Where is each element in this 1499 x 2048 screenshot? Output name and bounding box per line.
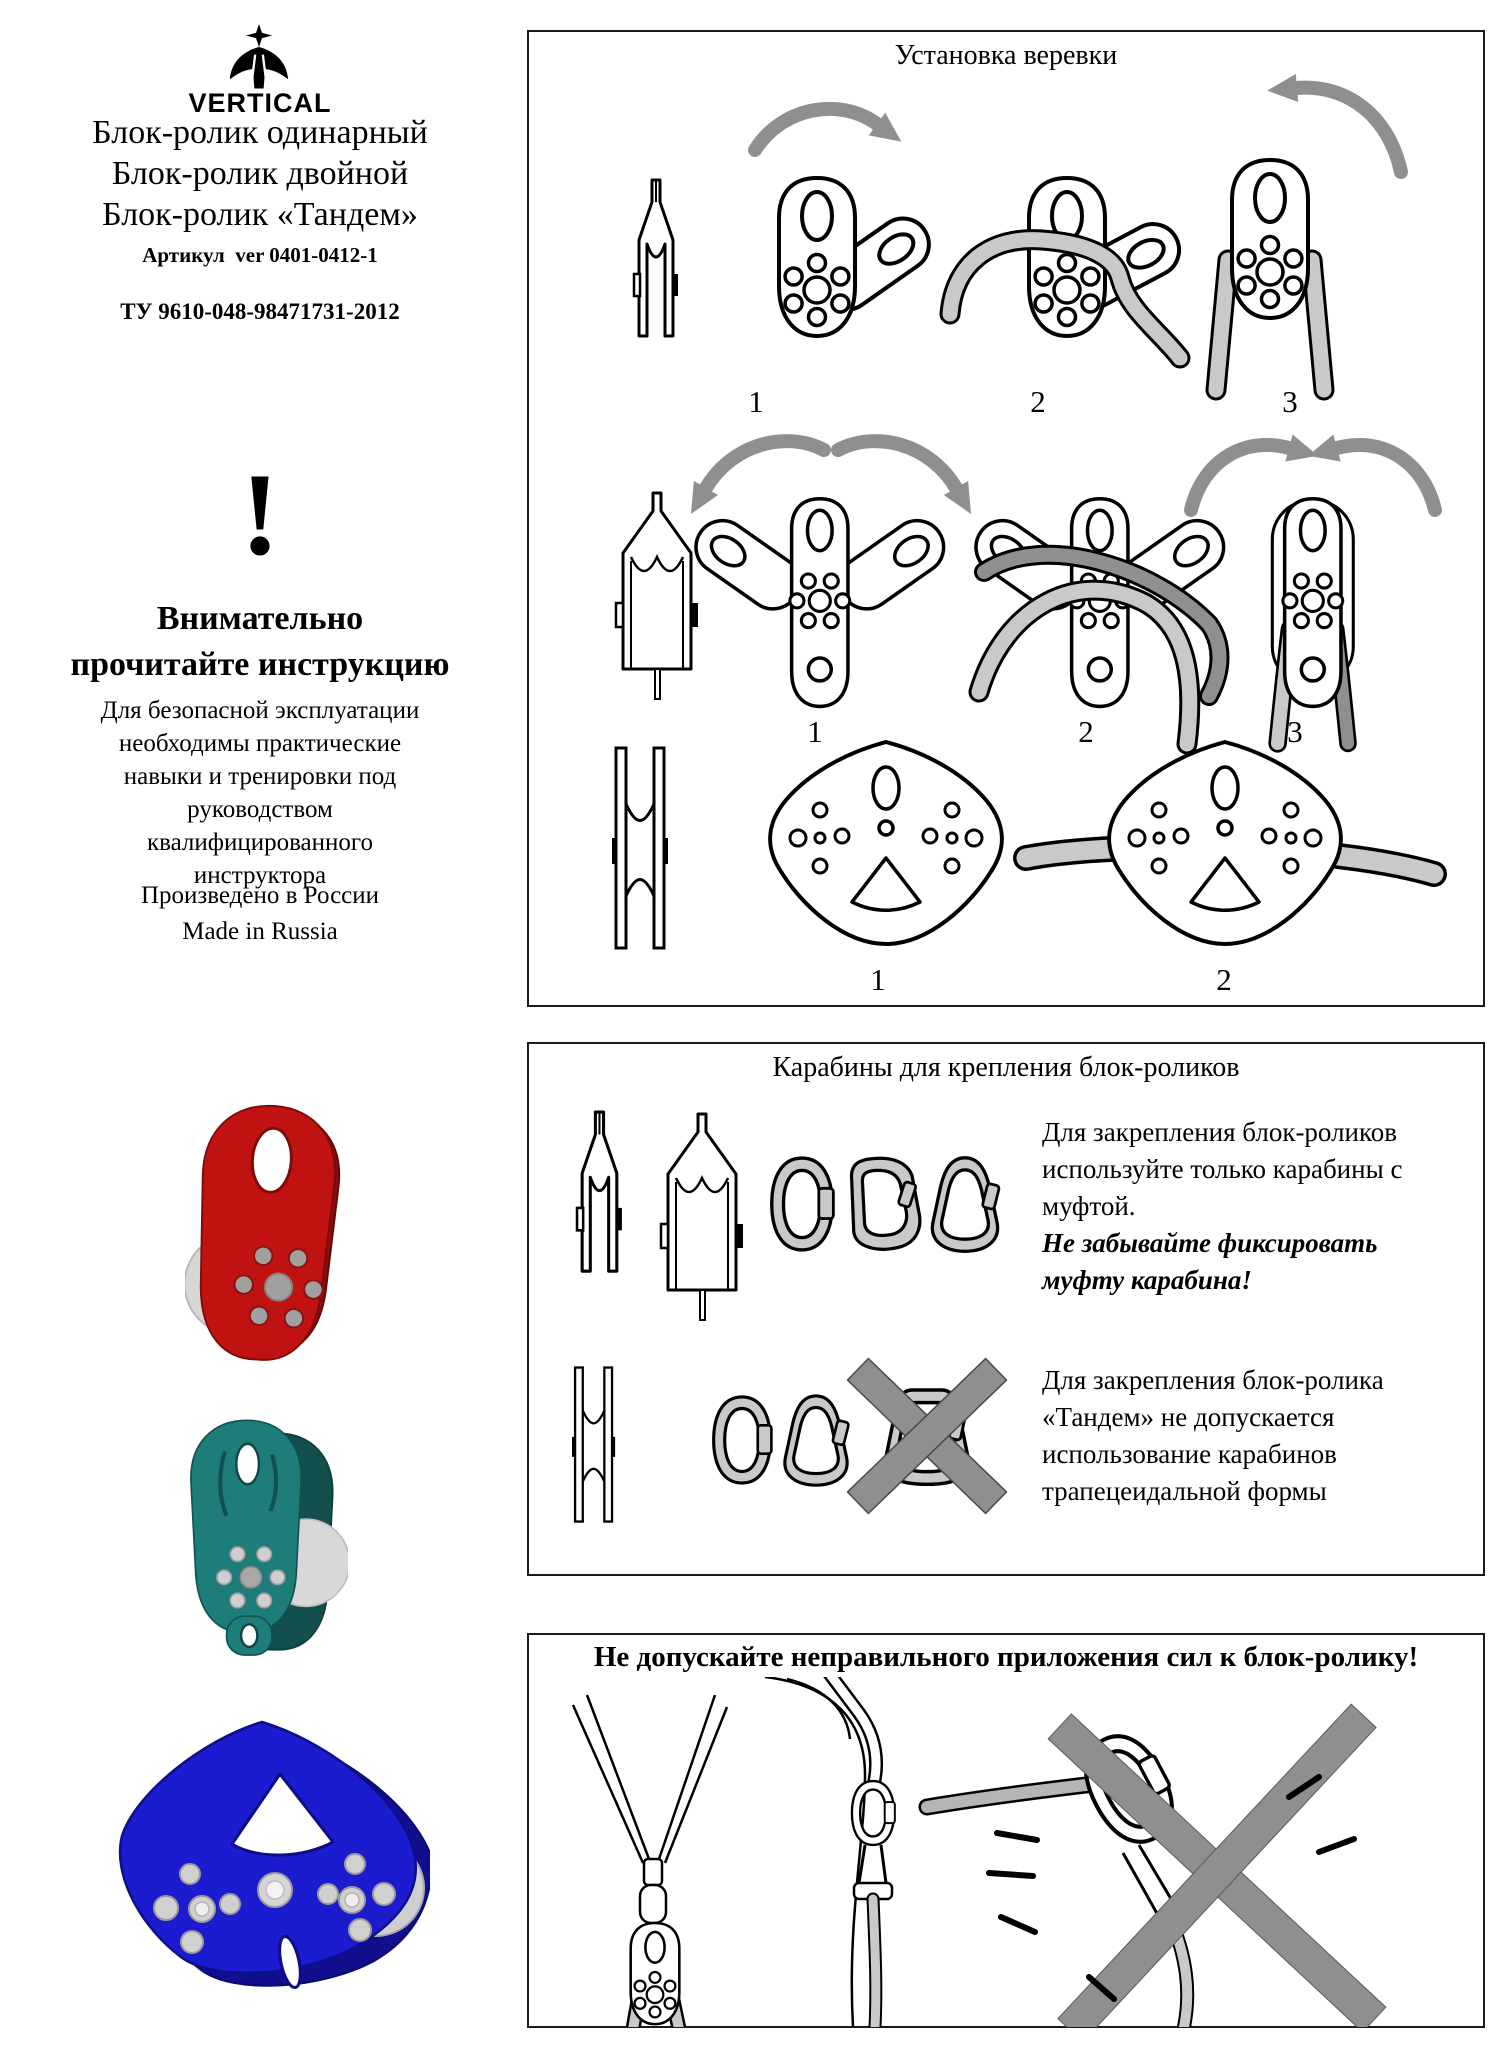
made-in-russia-ru: Произведено в России: [140, 882, 380, 909]
tu-standard: ТУ 9610-048-98471731-2012: [120, 299, 400, 324]
rope-installation-title: Установка веревки: [894, 40, 1118, 71]
product-title-double: Блок-ролик двойной: [111, 155, 409, 192]
article-number: Артикул ver 0401-0412-1: [142, 243, 378, 267]
crown-star-icon: [220, 24, 298, 90]
prohibition-cross: [1048, 1704, 1386, 2027]
product-title-single: Блок-ролик одинарный: [92, 114, 428, 151]
step-label: 3: [1287, 714, 1303, 749]
carabiner-rule-text: Для закрепления блок-роликов используйте только карабины с муфтой. Не забывайте фиксировать муфту карабина!: [1042, 1114, 1466, 1299]
exclamation-mark: !: [240, 449, 280, 580]
made-in-russia-en: Made in Russia: [182, 918, 338, 945]
force-warning-panel: [527, 1633, 1485, 2028]
product-photo-single-pulley-red: [185, 1100, 345, 1375]
carabiner-rule-emphasis: Не забывайте фиксировать муфту карабина!: [1042, 1228, 1378, 1295]
product-titles: [30, 112, 490, 235]
warning-body: Для безопасной эксплуатации необходимы практические навыки и тренировки под руководством квалифицированного инструктора: [100, 697, 420, 889]
tandem-carabiner-rule-text: Для закрепления блок-ролика «Тандем» не допускается использование карабинов трапецеидальной формы: [1042, 1365, 1384, 1506]
step-label: 1: [807, 714, 823, 749]
forbidden-carabiner: [848, 1359, 1007, 1514]
force-warning-diagram: [529, 1677, 1483, 2027]
carabiner-panel: [527, 1042, 1485, 1576]
product-photo-double-pulley-teal: [178, 1388, 348, 1693]
brand-name: VERTICAL: [188, 88, 332, 118]
product-title-tandem: Блок-ролик «Тандем»: [102, 196, 418, 233]
rope-installation-diagram: [529, 32, 1483, 1005]
step-label: 1: [748, 384, 764, 419]
step-label: 1: [870, 962, 886, 997]
step-label: 2: [1030, 384, 1046, 419]
carabiner-panel-title: Карабины для крепления блок-роликов: [772, 1052, 1240, 1083]
product-photo-tandem-pulley-blue: [90, 1712, 430, 1997]
step-label: 3: [1282, 384, 1298, 419]
warning-title: Внимательно прочитайте инструкцию: [70, 600, 450, 683]
step-label: 2: [1078, 714, 1094, 749]
rope-installation-panel: [527, 30, 1485, 1007]
step-label: 2: [1216, 962, 1232, 997]
force-warning-title: Не допускайте неправильного приложения сил к блок-ролику!: [593, 1641, 1419, 1673]
